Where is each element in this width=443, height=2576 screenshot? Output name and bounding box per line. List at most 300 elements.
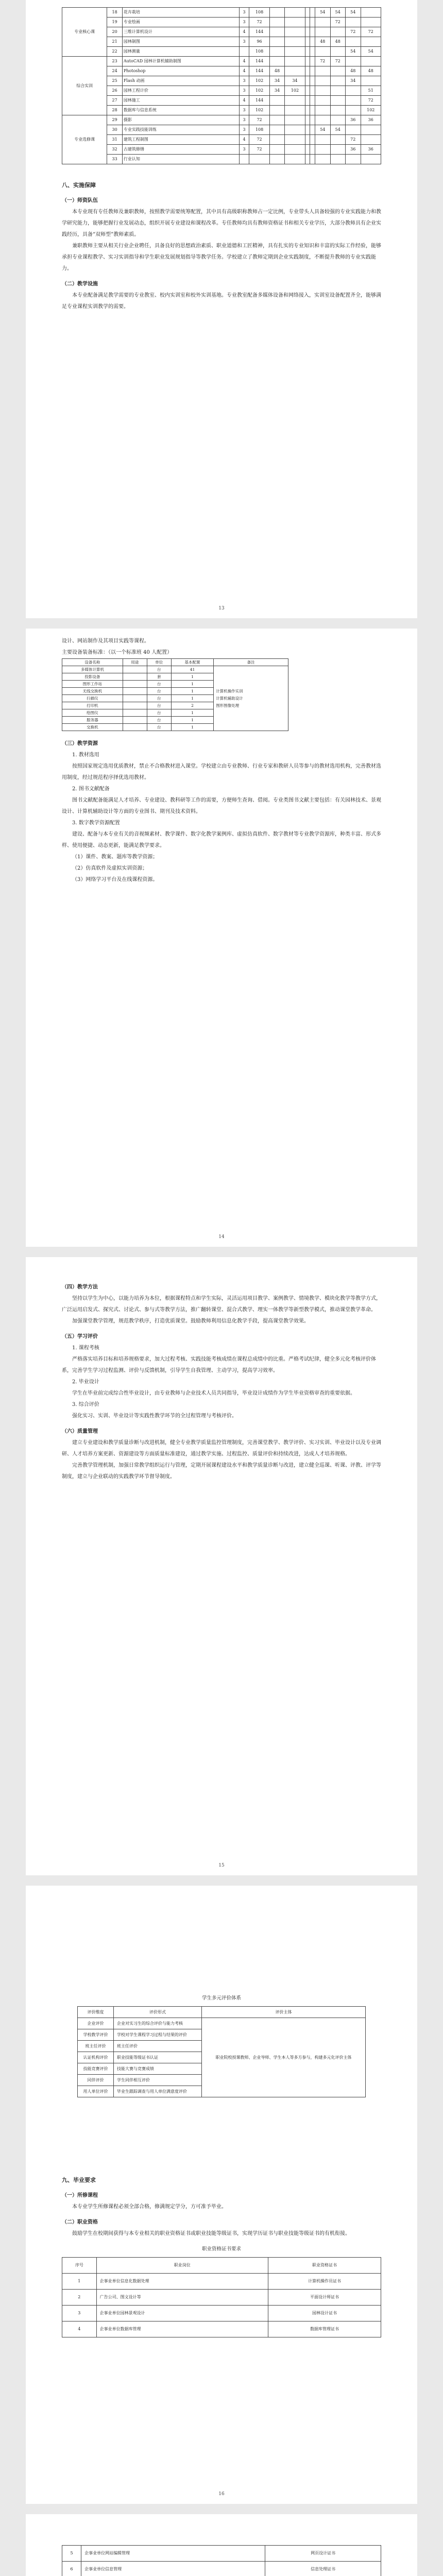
semester-hours-cell: [330, 155, 345, 164]
semester-hours-cell: [310, 145, 315, 155]
row-number: 27: [107, 96, 122, 106]
semester-hours-cell: [269, 47, 284, 57]
semester-hours-cell: [269, 57, 284, 66]
semester-hours-cell: [361, 155, 381, 164]
equipment-purpose: [123, 717, 147, 724]
total-hours-cell: 108: [249, 47, 269, 57]
semester-hours-cell: [310, 18, 315, 27]
paragraph: 严格落实培养目标和培养规格要求，加大过程考核、实践技能考核成绩在课程总成绩中的比重。严格考试纪律，健全多元化考核评价体系，完善学生学习过程监测、评价与反馈机制，引导学生自我管理、主动学习，提高学习效率。: [62, 1357, 376, 1374]
subheading-facilities: （二）教学设施: [62, 281, 98, 287]
equipment-unit: 套: [147, 673, 171, 681]
list-item: （2）仿真软件及虚拟实训资源；: [72, 866, 148, 871]
table-row: [62, 57, 381, 66]
semester-hours-cell: [310, 135, 315, 145]
equipment-table: [62, 658, 288, 731]
course-name: 花卉栽培: [122, 8, 239, 18]
table-row: [62, 47, 381, 57]
semester-hours-cell: 72: [330, 57, 345, 66]
semester-hours-cell: [310, 27, 315, 37]
table-row: [62, 8, 381, 18]
semester-hours-cell: [346, 155, 361, 164]
column-header: 备注: [214, 659, 288, 666]
semester-hours-cell: 36: [346, 145, 361, 155]
table-row: [62, 106, 381, 115]
semester-hours-cell: [285, 115, 305, 125]
equipment-purpose: [123, 673, 147, 681]
certificate-name: 数据库管理证书: [268, 2321, 381, 2337]
semester-hours-cell: 54: [315, 8, 330, 18]
semester-hours-cell: 48: [361, 66, 381, 76]
semester-hours-cell: [269, 37, 284, 47]
page-6: [26, 2514, 417, 2576]
semester-hours-cell: 72: [315, 57, 330, 66]
row-number: 24: [107, 66, 122, 76]
subheading-quality: （六）质量管理: [62, 1429, 98, 1434]
semester-hours-cell: 72: [330, 18, 345, 27]
list-item: （3）网络学习平台及在线课程资源。: [72, 877, 158, 883]
row-number: 1: [62, 2274, 97, 2290]
table-row: [62, 86, 381, 96]
equipment-unit: 台: [147, 688, 171, 695]
credit-cell: 3: [239, 37, 249, 47]
row-number: 28: [107, 106, 122, 115]
paragraph: 主要设备装备标准：（以一个标准班 40 人配置）: [62, 650, 173, 655]
semester-hours-cell: [315, 66, 330, 76]
semester-hours-cell: [330, 106, 345, 115]
equipment-unit: 台: [147, 681, 171, 688]
total-hours-cell: 144: [249, 66, 269, 76]
equipment-count: 1: [171, 724, 213, 731]
semester-hours-cell: 54: [315, 125, 330, 135]
column-header: 评价维度: [78, 2007, 114, 2018]
semester-hours-cell: [346, 57, 361, 66]
section-heading-implementation: 八、实施保障: [62, 182, 96, 189]
page-number: 15: [218, 1863, 225, 1868]
table-row: [62, 2274, 381, 2290]
evaluation-form: 学生同伴相互评价: [114, 2075, 202, 2086]
table-row: [62, 27, 381, 37]
semester-hours-cell: [346, 37, 361, 47]
semester-hours-cell: 48: [315, 37, 330, 47]
resource-item-title: 3. 数字教学资源配置: [72, 820, 120, 826]
row-number: 6: [62, 2562, 81, 2576]
semester-hours-cell: [315, 155, 330, 164]
group-label: 专业选修课: [62, 115, 107, 164]
semester-hours-cell: [269, 125, 284, 135]
credit-cell: 3: [239, 145, 249, 155]
semester-hours-cell: [310, 37, 315, 47]
equipment-unit: 台: [147, 724, 171, 731]
equipment-purpose: [123, 724, 147, 731]
semester-hours-cell: [269, 18, 284, 27]
table-row: [62, 2290, 381, 2306]
semester-hours-cell: [361, 37, 381, 47]
semester-hours-cell: 54: [346, 8, 361, 18]
total-hours-cell: 144: [249, 96, 269, 106]
total-hours-cell: 102: [249, 86, 269, 96]
semester-hours-cell: [330, 27, 345, 37]
total-hours-cell: 72: [249, 115, 269, 125]
semester-hours-cell: [361, 8, 381, 18]
semester-hours-cell: [346, 125, 361, 135]
subheading-evaluation: （五）学习评价: [62, 1334, 98, 1340]
course-name: 三维计算机设计: [122, 27, 239, 37]
page-1: [26, 0, 417, 618]
semester-hours-cell: 36: [361, 145, 381, 155]
semester-hours-cell: [310, 66, 315, 76]
evaluation-subject: 职业院校授课教师、企业导师、学生本人等多方参与，构建多元化评价主体: [202, 2018, 366, 2097]
table-row: [62, 125, 381, 135]
column-header: 基本配置: [171, 659, 213, 666]
table-title: 学生多元评价体系: [201, 1995, 241, 2001]
equipment-name: 扫描仪: [62, 695, 123, 702]
row-number: 30: [107, 125, 122, 135]
equipment-name: 打印机: [62, 702, 123, 709]
table-row: [62, 145, 381, 155]
semester-hours-cell: [346, 18, 361, 27]
semester-hours-cell: [346, 96, 361, 106]
semester-hours-cell: 72: [346, 135, 361, 145]
total-hours-cell: [249, 155, 269, 164]
table-row: [62, 135, 381, 145]
course-name: 园林施工: [122, 96, 239, 106]
row-number: 26: [107, 86, 122, 96]
paragraph: 学生在毕业前完成综合性毕业设计，由专业教师与企业技术人员共同指导，毕业设计成绩作为学生毕业资格审查的重要依据。: [72, 1391, 355, 1396]
semester-hours-cell: [315, 115, 330, 125]
semester-hours-cell: [315, 18, 330, 27]
equipment-unit: 台: [147, 695, 171, 702]
semester-hours-cell: [285, 66, 305, 76]
evaluation-dimension: 企业评价: [78, 2018, 114, 2029]
paragraph: 加强课堂教学管理，规范教学秩序，打造优质课堂。鼓励教师利用信息化教学手段，提高课堂教学效果。: [72, 1318, 309, 1324]
row-number: 32: [107, 145, 122, 155]
page-2: [26, 629, 417, 1247]
total-hours-cell: 72: [249, 145, 269, 155]
list-item: （1）课件、教案、题库等教学资源；: [72, 854, 158, 860]
semester-hours-cell: [315, 86, 330, 96]
course-name: 园林测量: [122, 47, 239, 57]
semester-hours-cell: [269, 135, 284, 145]
certificate-table-continued: [62, 2545, 381, 2576]
equipment-purpose: [123, 688, 147, 695]
semester-hours-cell: [330, 76, 345, 86]
evaluation-dimension: 技能竞赛评价: [78, 2063, 114, 2075]
paragraph: 图书文献配备能满足人才培养、专业建设、教科研等工作的需要，方便师生查询、借阅。专业类图书文献主要包括：有关园林技术、景观设计、计算机辅助设计等方面的专业图书、期刊及技术资料。: [62, 798, 381, 815]
equipment-count: 1: [171, 673, 213, 681]
equipment-unit: 台: [147, 702, 171, 709]
equipment-count: 41: [171, 666, 213, 673]
column-header: 序号: [62, 2258, 97, 2274]
equipment-name: 交换机: [62, 724, 123, 731]
semester-hours-cell: 72: [361, 27, 381, 37]
total-hours-cell: 96: [249, 37, 269, 47]
paragraph: 建设、配备与本专业有关的音视频素材、教学课件、数字化教学案例库、虚拟仿真软件、数字教材等专业教学资源库，种类丰富、形式多样、使用便捷、动态更新，能满足教学要求。: [62, 832, 381, 849]
job-position: 企事业单位网站编辑管理: [81, 2546, 265, 2562]
certificate-table: [62, 2257, 381, 2337]
credit-cell: [239, 47, 249, 57]
semester-hours-cell: [305, 155, 310, 164]
table-row: [62, 2321, 381, 2337]
column-header: 评价主体: [202, 2007, 366, 2018]
semester-hours-cell: [330, 47, 345, 57]
course-name: 园林工程计价: [122, 86, 239, 96]
semester-hours-cell: [269, 96, 284, 106]
row-number: 25: [107, 76, 122, 86]
semester-hours-cell: [330, 135, 345, 145]
credit-cell: 3: [239, 8, 249, 18]
table-header-row: [62, 659, 288, 666]
equipment-name: 图形工作站: [62, 681, 123, 688]
row-number: 22: [107, 47, 122, 57]
equipment-name: 多媒体计算机: [62, 666, 123, 673]
semester-hours-cell: [330, 66, 345, 76]
semester-hours-cell: 34: [269, 86, 284, 96]
semester-hours-cell: 102: [361, 106, 381, 115]
semester-hours-cell: [285, 96, 305, 106]
credit-cell: 3: [239, 76, 249, 86]
paragraph: 本专业现有专任教师及兼职教师，按照教学需要统筹配置，其中具有高级职称教师占一定比例，专业带头人具备较强的专业实践能力和教学研究能力，能够把握行业发展动态，组织开展专业建设和课程改革。专任教师均具有教师资格证书和相关专业学历，大部分教师具有企业实践经历，具备“双师型”教师素质。: [62, 209, 381, 238]
row-number: 29: [107, 115, 122, 125]
subheading-resources: （三）教学资源: [62, 741, 98, 747]
evaluation-dimension: 同伴评价: [78, 2075, 114, 2086]
semester-hours-cell: [330, 115, 345, 125]
semester-hours-cell: [305, 106, 310, 115]
semester-hours-cell: [310, 106, 315, 115]
course-name: 专业绘画: [122, 18, 239, 27]
table-row: [62, 96, 381, 106]
semester-hours-cell: [285, 106, 305, 115]
credit-cell: 3: [239, 18, 249, 27]
course-name: 数据库与信息系统: [122, 106, 239, 115]
eval-item-title: 1. 课程考核: [72, 1345, 99, 1351]
semester-hours-cell: [305, 37, 310, 47]
certificate-name: 计算机操作员证书: [268, 2274, 381, 2290]
semester-hours-cell: [315, 135, 330, 145]
semester-hours-cell: [305, 125, 310, 135]
equipment-purpose: [123, 666, 147, 673]
semester-hours-cell: [310, 76, 315, 86]
job-position: 企事业单位数据库管理: [96, 2321, 268, 2337]
course-name: 摄影: [122, 115, 239, 125]
semester-hours-cell: [315, 47, 330, 57]
paragraph: 坚持以学生为中心，以能力培养为本位，根据课程特点和学生实际，灵活运用项目教学、案例教学、情境教学、模块化教学等教学方式，广泛运用启发式、探究式、讨论式、参与式等教学方法，推广翻转课堂、混合式教学、理实一体教学等新型教学模式，推动课堂教学革命。: [62, 1296, 381, 1313]
column-header: 职业资格证书: [268, 2258, 381, 2274]
semester-hours-cell: [315, 96, 330, 106]
evaluation-dimension: 学校教学评价: [78, 2029, 114, 2041]
semester-hours-cell: [346, 86, 361, 96]
semester-hours-cell: 34: [346, 76, 361, 86]
semester-hours-cell: [305, 145, 310, 155]
semester-hours-cell: 72: [361, 96, 381, 106]
total-hours-cell: 144: [249, 27, 269, 37]
row-number: 18: [107, 8, 122, 18]
table-header-row: [78, 2007, 366, 2018]
paragraph: 兼职教师主要从相关行业企业聘任，具备良好的思想政治素质、职业道德和工匠精神，具有扎实的专业知识和丰富的实际工作经验，能够承担专业课程教学、实习实训指导和学生职业发展规划指导等教学任务。学校建立了教师定期到企业实践制度，不断提升教师的专业实践能力。: [62, 243, 381, 272]
equipment-name: 绘图仪: [62, 709, 123, 717]
evaluation-dimension: 班主任评价: [78, 2041, 114, 2052]
equipment-unit: 台: [147, 666, 171, 673]
eval-item-title: 2. 毕业设计: [72, 1379, 99, 1385]
equipment-name: 无线交换机: [62, 688, 123, 695]
semester-hours-cell: [269, 27, 284, 37]
subheading-methods: （四）教学方法: [62, 1284, 98, 1290]
credit-cell: 4: [239, 66, 249, 76]
semester-hours-cell: 34: [269, 76, 284, 86]
semester-hours-cell: [310, 8, 315, 18]
subheading-faculty: （一）师资队伍: [62, 198, 98, 204]
table-header-row: [62, 2258, 381, 2274]
paragraph: 建立专业建设和教学质量诊断与改进机制，健全专业教学质量监控管理制度，完善课堂教学、教学评价、实习实训、毕业设计以及专业调研、人才培养方案更新、资源建设等方面质量标准建设，通过教学实施、过程监控、质量评价和持续改进，达成人才培养规格。: [62, 1440, 381, 1457]
table-row: [62, 115, 381, 125]
evaluation-form: 学校对学生课程学习过程与结果的评价: [114, 2029, 202, 2041]
group-label: 专业核心课: [62, 8, 107, 57]
semester-hours-cell: [310, 86, 315, 96]
row-number: 5: [62, 2546, 81, 2562]
semester-hours-cell: [305, 115, 310, 125]
semester-hours-cell: [361, 18, 381, 27]
row-number: 23: [107, 57, 122, 66]
evaluation-dimension: 用人单位评价: [78, 2086, 114, 2097]
equipment-note: 计算机操作实训 计算机辅助设计 图形图像处理: [214, 666, 288, 731]
paragraph: 完善教学管理机制，加强日常教学组织运行与管理，定期开展课程建设水平和教学质量诊断与改进，建立健全巡课、听课、评教、评学等制度，建立与企业联动的实践教学环节督导制度。: [62, 1463, 381, 1480]
row-number: 3: [62, 2306, 97, 2321]
row-number: 2: [62, 2290, 97, 2306]
equipment-count: 1: [171, 709, 213, 717]
credit-cell: 3: [239, 115, 249, 125]
column-header: 单位: [147, 659, 171, 666]
paragraph: 设计、网站制作及其项目实践等课程。: [62, 638, 149, 644]
equipment-count: 2: [171, 702, 213, 709]
credit-cell: 4: [239, 96, 249, 106]
table-row: [62, 155, 381, 164]
course-name: 建筑工程制图: [122, 135, 239, 145]
equipment-count: 1: [171, 695, 213, 702]
page-number: 13: [218, 606, 225, 611]
course-name: Photoshop: [122, 66, 239, 76]
certificate-name: 网页设计证书: [265, 2546, 381, 2562]
semester-hours-cell: 48: [330, 37, 345, 47]
subheading-courses: （一）所修课程: [62, 2193, 98, 2198]
equipment-count: 1: [171, 681, 213, 688]
credit-cell: 3: [239, 106, 249, 115]
equipment-purpose: [123, 695, 147, 702]
semester-hours-cell: 54: [330, 8, 345, 18]
equipment-name: 服务器: [62, 717, 123, 724]
semester-hours-cell: [305, 57, 310, 66]
semester-hours-cell: [285, 57, 305, 66]
semester-hours-cell: [305, 18, 310, 27]
equipment-count: 1: [171, 717, 213, 724]
semester-hours-cell: [330, 96, 345, 106]
semester-hours-cell: 48: [269, 66, 284, 76]
semester-hours-cell: [269, 145, 284, 155]
certificate-name: 平面设计师证书: [268, 2290, 381, 2306]
equipment-purpose: [123, 702, 147, 709]
table-row: [62, 18, 381, 27]
equipment-count: 1: [171, 688, 213, 695]
row-number: 19: [107, 18, 122, 27]
semester-hours-cell: [310, 57, 315, 66]
semester-hours-cell: [285, 18, 305, 27]
group-label: 综合实训: [62, 57, 107, 115]
semester-hours-cell: [346, 106, 361, 115]
semester-hours-cell: [305, 27, 310, 37]
table-title: 职业资格证书要求: [201, 2246, 241, 2252]
table-row: [62, 66, 381, 76]
semester-hours-cell: [315, 27, 330, 37]
evaluation-table: [77, 2006, 366, 2097]
resource-item-title: 2. 图书文献配备: [72, 786, 110, 792]
table-row: [62, 2546, 381, 2562]
total-hours-cell: 144: [249, 57, 269, 66]
eval-item-title: 3. 综合评价: [72, 1402, 99, 1408]
semester-hours-cell: [285, 8, 305, 18]
equipment-unit: 台: [147, 709, 171, 717]
semester-hours-cell: [285, 37, 305, 47]
table-row: [62, 2562, 381, 2576]
semester-hours-cell: [305, 47, 310, 57]
credit-cell: 4: [239, 135, 249, 145]
page-3: [26, 1257, 417, 1875]
course-name: Flash 动画: [122, 76, 239, 86]
semester-hours-cell: [269, 106, 284, 115]
row-number: 31: [107, 135, 122, 145]
evaluation-form: 班主任评价: [114, 2041, 202, 2052]
semester-hours-cell: [285, 125, 305, 135]
equipment-unit: 台: [147, 717, 171, 724]
column-header: 用途: [123, 659, 147, 666]
total-hours-cell: 72: [249, 18, 269, 27]
page-number: 14: [218, 1234, 225, 1240]
semester-hours-cell: [310, 125, 315, 135]
semester-hours-cell: 48: [346, 66, 361, 76]
equipment-name: 投影设备: [62, 673, 123, 681]
course-name: 行业认知: [122, 155, 239, 164]
course-name: 园林制图: [122, 37, 239, 47]
evaluation-form: 职业技能等级证书认证: [114, 2052, 202, 2063]
semester-hours-cell: [330, 86, 345, 96]
course-hours-table: [62, 7, 381, 164]
page-number: 16: [218, 2492, 225, 2497]
subheading-qualification: （二）职业资格: [62, 2219, 98, 2225]
row-number: 33: [107, 155, 122, 164]
credit-cell: [239, 155, 249, 164]
semester-hours-cell: [361, 125, 381, 135]
page-4: [26, 1886, 417, 2504]
paragraph: 鼓励学生在校期间获得与本专业相关的职业资格证书或职业技能等级证书，实现学历证书与职业技能等级证书的有机衔接。: [72, 2231, 350, 2236]
credit-cell: 4: [239, 27, 249, 37]
semester-hours-cell: 54: [346, 47, 361, 57]
column-header: 职业岗位: [96, 2258, 268, 2274]
semester-hours-cell: [285, 47, 305, 57]
total-hours-cell: 102: [249, 76, 269, 86]
job-position: 企事业单位信息管理: [81, 2562, 265, 2576]
evaluation-dimension: 认证机构评价: [78, 2052, 114, 2063]
semester-hours-cell: [330, 145, 345, 155]
course-name: AutoCAD 园林计算机辅助制图: [122, 57, 239, 66]
semester-hours-cell: [310, 47, 315, 57]
semester-hours-cell: [305, 66, 310, 76]
semester-hours-cell: 72: [346, 27, 361, 37]
credit-cell: 3: [239, 86, 249, 96]
semester-hours-cell: [361, 57, 381, 66]
semester-hours-cell: 54: [361, 47, 381, 57]
section-heading-graduation: 九、毕业要求: [62, 2177, 96, 2183]
row-number: 21: [107, 37, 122, 47]
job-position: 企事业单位园林景观设计: [96, 2306, 268, 2321]
total-hours-cell: 102: [249, 106, 269, 115]
semester-hours-cell: [269, 155, 284, 164]
